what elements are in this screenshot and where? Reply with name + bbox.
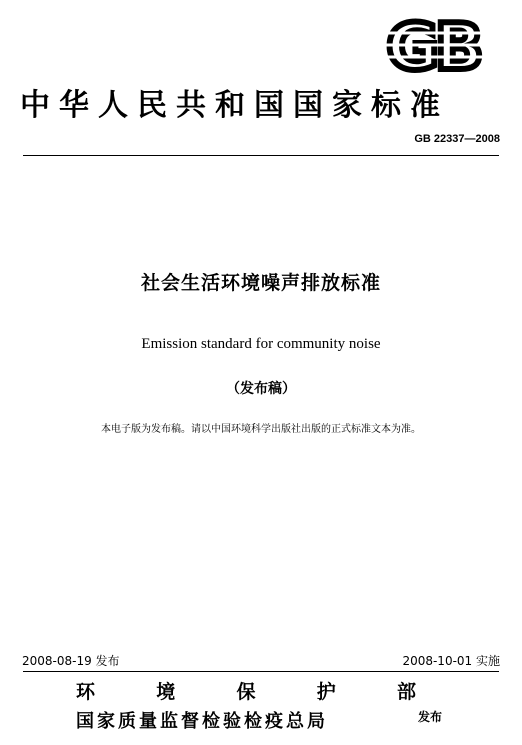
publish-date: 2008-08-19 发布: [22, 654, 120, 668]
issuer-ministry-char: 环: [76, 681, 96, 703]
document-title: 社会生活环境噪声排放标准: [140, 272, 381, 294]
standard-title: 中华人民共和国国家标准: [20, 88, 449, 123]
issuer-ministry-char: 境: [156, 681, 176, 703]
issuer-ministry-char: 部: [396, 681, 416, 703]
issuer-administration: 国家质量监督检验检疫总局: [76, 711, 328, 732]
release-note: （发布稿）: [226, 381, 296, 397]
issuer-ministry: [76, 680, 416, 704]
disclaimer: 本电子版为发布稿。请以中国环境科学出版社出版的正式标准文本为准。: [101, 424, 421, 435]
issuer-ministry-char: 保: [236, 681, 256, 703]
issuer-ministry-char: 护: [316, 681, 336, 703]
document-title-english: Emission standard for community noise: [141, 336, 381, 352]
gb-logo-text: GB: [386, 12, 480, 76]
issue-label: 发布: [418, 710, 443, 724]
standard-number: GB 22337—2008: [414, 133, 500, 145]
footer-divider: [23, 671, 499, 672]
header-divider: [23, 155, 499, 156]
gb-logo: [372, 12, 494, 76]
implement-date: 2008-10-01 实施: [402, 654, 500, 668]
